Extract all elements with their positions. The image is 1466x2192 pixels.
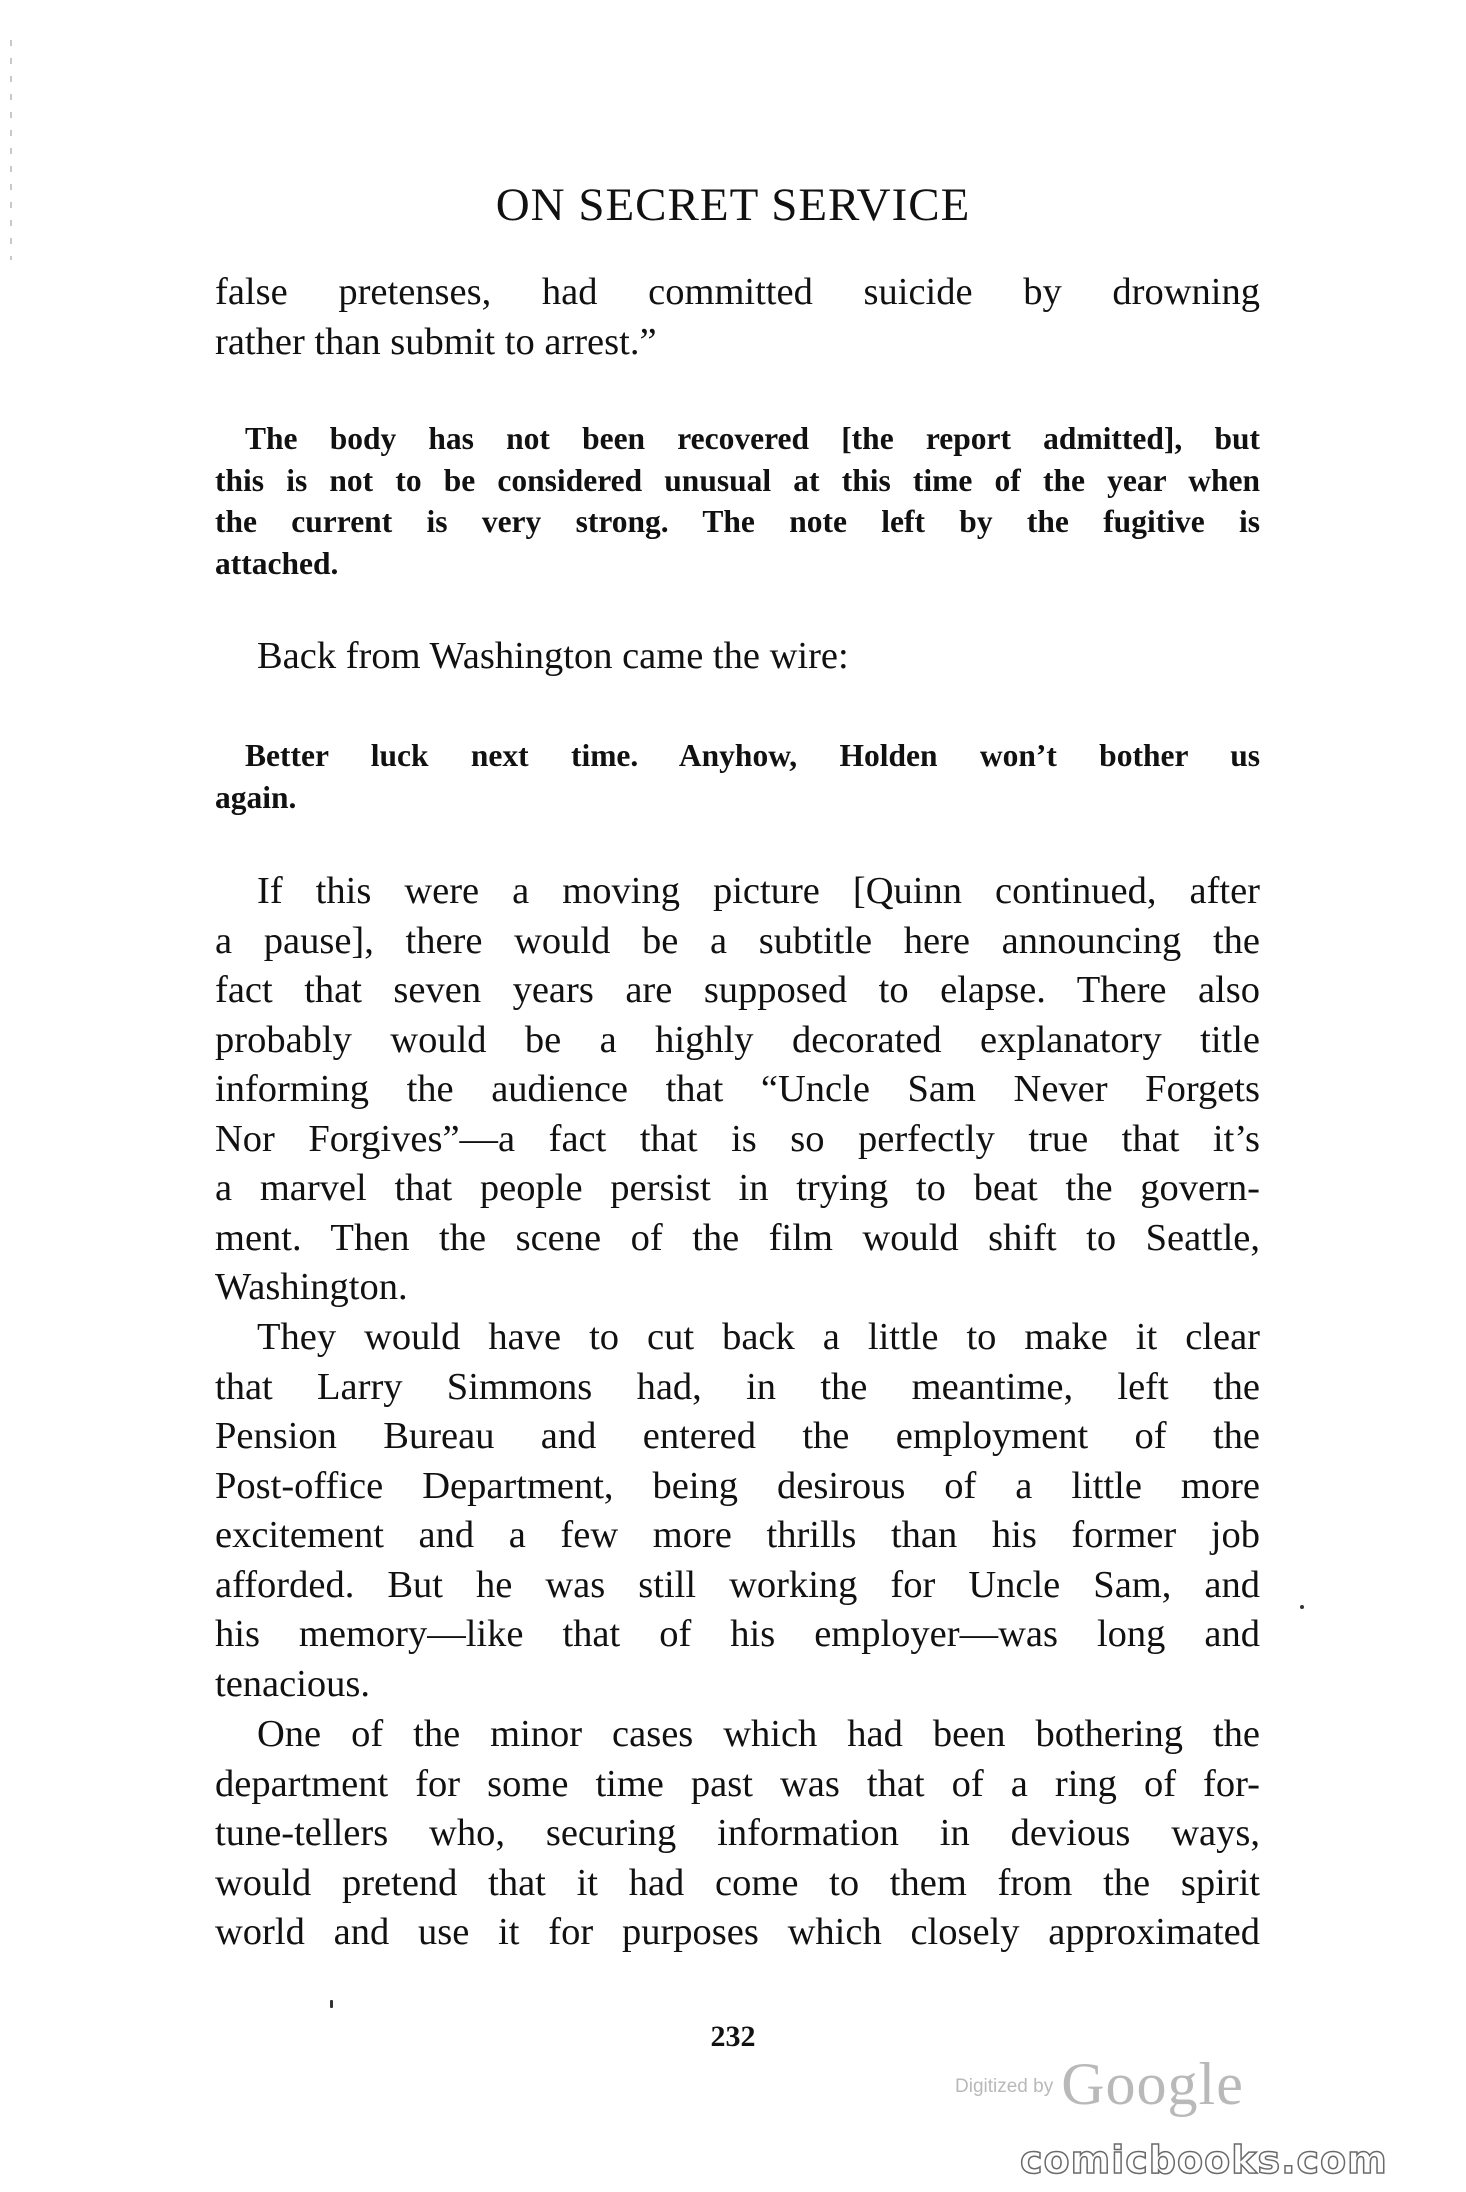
text-line: afforded. But he was still working for Uncle Sam, and: [215, 1563, 1260, 1606]
site-watermark: comicbooks.com: [1020, 2138, 1388, 2182]
text-line: tune-tellers who, securing information in devious ways,: [215, 1812, 1260, 1854]
text-line: world and use it for purposes which closely approximated: [215, 1911, 1260, 1953]
text-line: that Larry Simmons had, in the meantime, left the: [215, 1365, 1260, 1408]
paragraph-5: [215, 1710, 1260, 1958]
text-line: Nor Forgives”—a fact that is so perfectly true that it’s: [215, 1117, 1260, 1160]
text-line: probably would be a highly decorated explanatory title: [215, 1018, 1260, 1061]
digitized-label: Digitized by: [955, 2076, 1054, 2097]
text-line: ment. Then the scene of the film would shift to Seattle,: [215, 1216, 1260, 1259]
quote-line: attached.: [215, 545, 339, 581]
block-quote-2: [215, 735, 1260, 818]
text-line: would pretend that it had come to them from the spirit: [215, 1861, 1260, 1904]
quote-line: this is not to be considered unusual at this time of the year when: [215, 462, 1260, 498]
text-line: informing the audience that “Uncle Sam Never Forgets: [215, 1068, 1260, 1110]
text-line: One of the minor cases which had been bothering the: [257, 1713, 1260, 1755]
paragraph-3: [215, 867, 1260, 1313]
text-line: false pretenses, had committed suicide by drowning: [215, 271, 1260, 313]
text-line: a marvel that people persist in trying to beat the govern-: [215, 1167, 1260, 1209]
paragraph-2: [215, 632, 1260, 682]
google-logo: Google: [1061, 2051, 1244, 2117]
quote-line: the current is very strong. The note left by the fugitive is: [215, 504, 1260, 539]
quote-line: The body has not been recovered [the report admitted], but: [245, 421, 1260, 456]
quote-line: again.: [215, 779, 297, 815]
text-line: tenacious.: [215, 1662, 371, 1705]
text-line: department for some time past was that of a ring of for-: [215, 1762, 1260, 1805]
running-head: ON SECRET SERVICE: [495, 179, 971, 231]
text-line: Washington.: [215, 1266, 408, 1308]
page-number: 232: [710, 2020, 756, 2053]
text-line: his memory—like that of his employer—was long and: [215, 1613, 1260, 1655]
text-line: Back from Washington came the wire:: [257, 635, 849, 677]
text-line: a pause], there would be a subtitle here announcing the: [215, 919, 1260, 962]
text-line: excitement and a few more thrills than his former job: [215, 1514, 1260, 1556]
scan-speck: [1300, 1605, 1304, 1609]
scan-speck: [330, 2000, 333, 2008]
text-line: fact that seven years are supposed to elapse. There also: [215, 969, 1260, 1011]
digitized-by-google-mark: [955, 2050, 1244, 2119]
text-line: rather than submit to arrest.”: [215, 320, 657, 363]
text-line: They would have to cut back a little to make it clear: [257, 1316, 1260, 1358]
block-quote-1: [215, 418, 1260, 584]
text-line: Post-office Department, being desirous of a little more: [215, 1464, 1260, 1507]
text-line: If this were a moving picture [Quinn continued, after: [257, 870, 1260, 912]
text-line: Pension Bureau and entered the employment of the: [215, 1415, 1260, 1457]
quote-line: Better luck next time. Anyhow, Holden won’t bother us: [245, 738, 1260, 773]
paragraph-1: [215, 268, 1260, 367]
paragraph-4: [215, 1313, 1260, 1709]
